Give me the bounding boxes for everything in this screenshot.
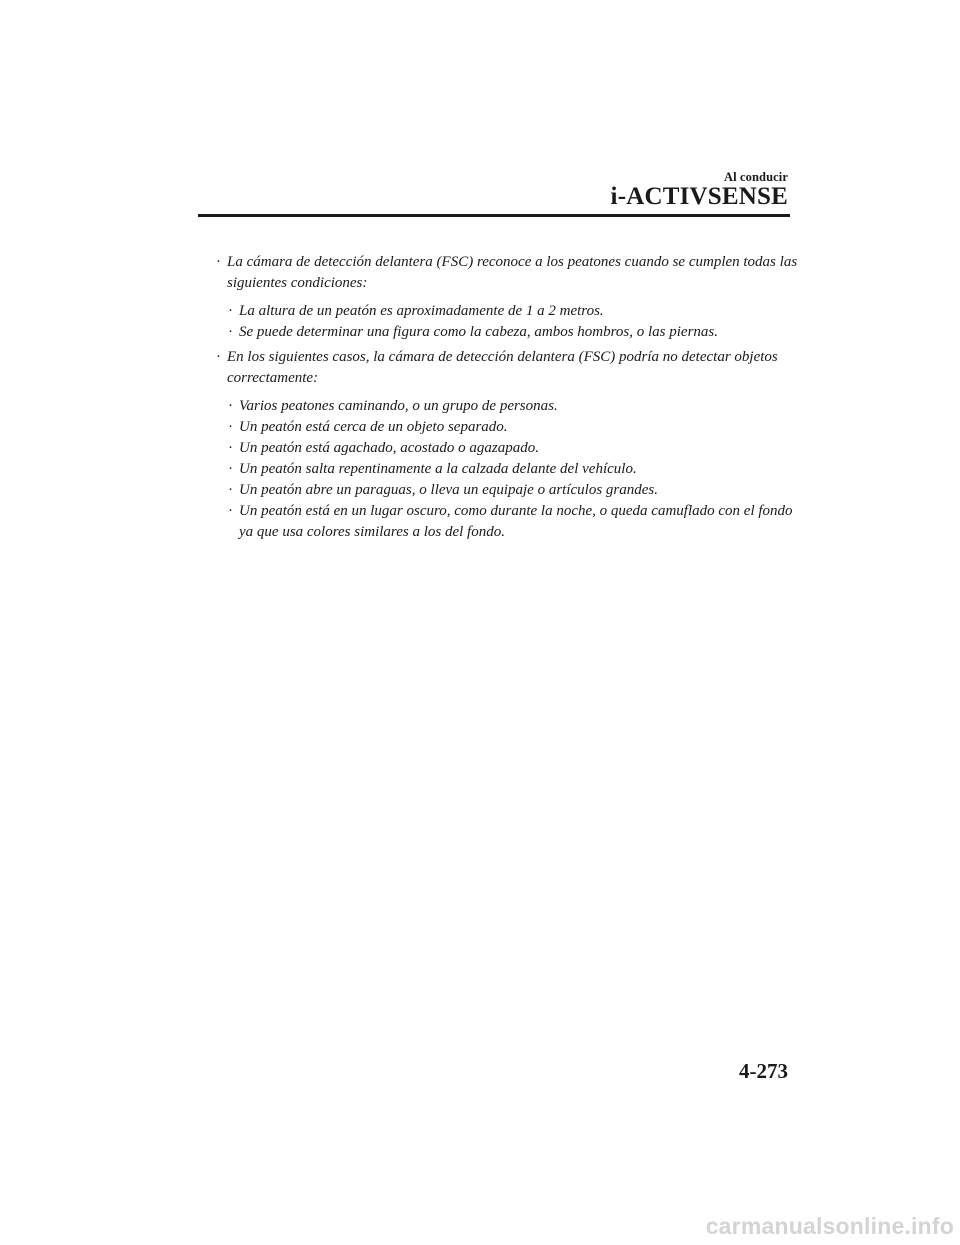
sub-bullet-item xyxy=(226,480,804,501)
header-section-label: Al conducir xyxy=(724,170,788,184)
sub-bullet-text: La altura de un peatón es aproximadamente de 1 a 2 metros. xyxy=(239,303,604,319)
header-title: i-ACTIVSENSE xyxy=(610,183,788,210)
bullet-icon: · xyxy=(228,440,233,456)
bullet-item-fsc-detection-limitations xyxy=(214,347,804,389)
sub-bullet-text: Un peatón está en un lugar oscuro, como durante la noche, o queda camuflado con el fondo ya que usa colores similares a los del fondo. xyxy=(239,503,793,540)
bullet-icon: · xyxy=(228,419,233,435)
header-rule xyxy=(198,214,790,217)
sub-bullet-item xyxy=(226,459,804,480)
page-number: 4-273 xyxy=(739,1059,788,1083)
bullet-icon: · xyxy=(228,398,233,414)
sub-bullet-text: Se puede determinar una figura como la cabeza, ambos hombros, o las piernas. xyxy=(239,324,718,340)
bullet-item-text: En los siguientes casos, la cámara de detección delantera (FSC) podría no detectar objetos correctamente: xyxy=(227,349,778,386)
sub-bullet-text: Un peatón salta repentinamente a la calzada delante del vehículo. xyxy=(239,461,637,477)
sub-bullet-item xyxy=(226,322,804,343)
watermark-link[interactable]: carmanualsonline.info xyxy=(705,1213,954,1239)
sub-bullet-text: Un peatón está cerca de un objeto separado. xyxy=(239,419,508,435)
bullet-icon: · xyxy=(216,254,221,270)
sub-bullet-item xyxy=(226,417,804,438)
sub-list-detection-conditions xyxy=(226,301,804,343)
bullet-icon: · xyxy=(228,303,233,319)
bullet-item-fsc-detection-conditions xyxy=(214,252,804,294)
sub-list-detection-limitations xyxy=(226,396,804,543)
bullet-icon: · xyxy=(228,461,233,477)
sub-bullet-item xyxy=(226,396,804,417)
sub-bullet-item xyxy=(226,438,804,459)
sub-bullet-item xyxy=(226,301,804,322)
sub-bullet-item xyxy=(226,501,804,543)
bullet-icon: · xyxy=(228,324,233,340)
sub-bullet-text: Un peatón está agachado, acostado o agazapado. xyxy=(239,440,539,456)
bullet-item-text: La cámara de detección delantera (FSC) reconoce a los peatones cuando se cumplen todas las siguientes condiciones: xyxy=(227,254,798,291)
bullet-icon: · xyxy=(228,503,233,519)
sub-bullet-text: Varios peatones caminando, o un grupo de personas. xyxy=(239,398,558,414)
bullet-icon: · xyxy=(216,349,221,365)
bullet-icon: · xyxy=(228,482,233,498)
sub-bullet-text: Un peatón abre un paraguas, o lleva un equipaje o artículos grandes. xyxy=(239,482,658,498)
content-body xyxy=(214,252,804,547)
